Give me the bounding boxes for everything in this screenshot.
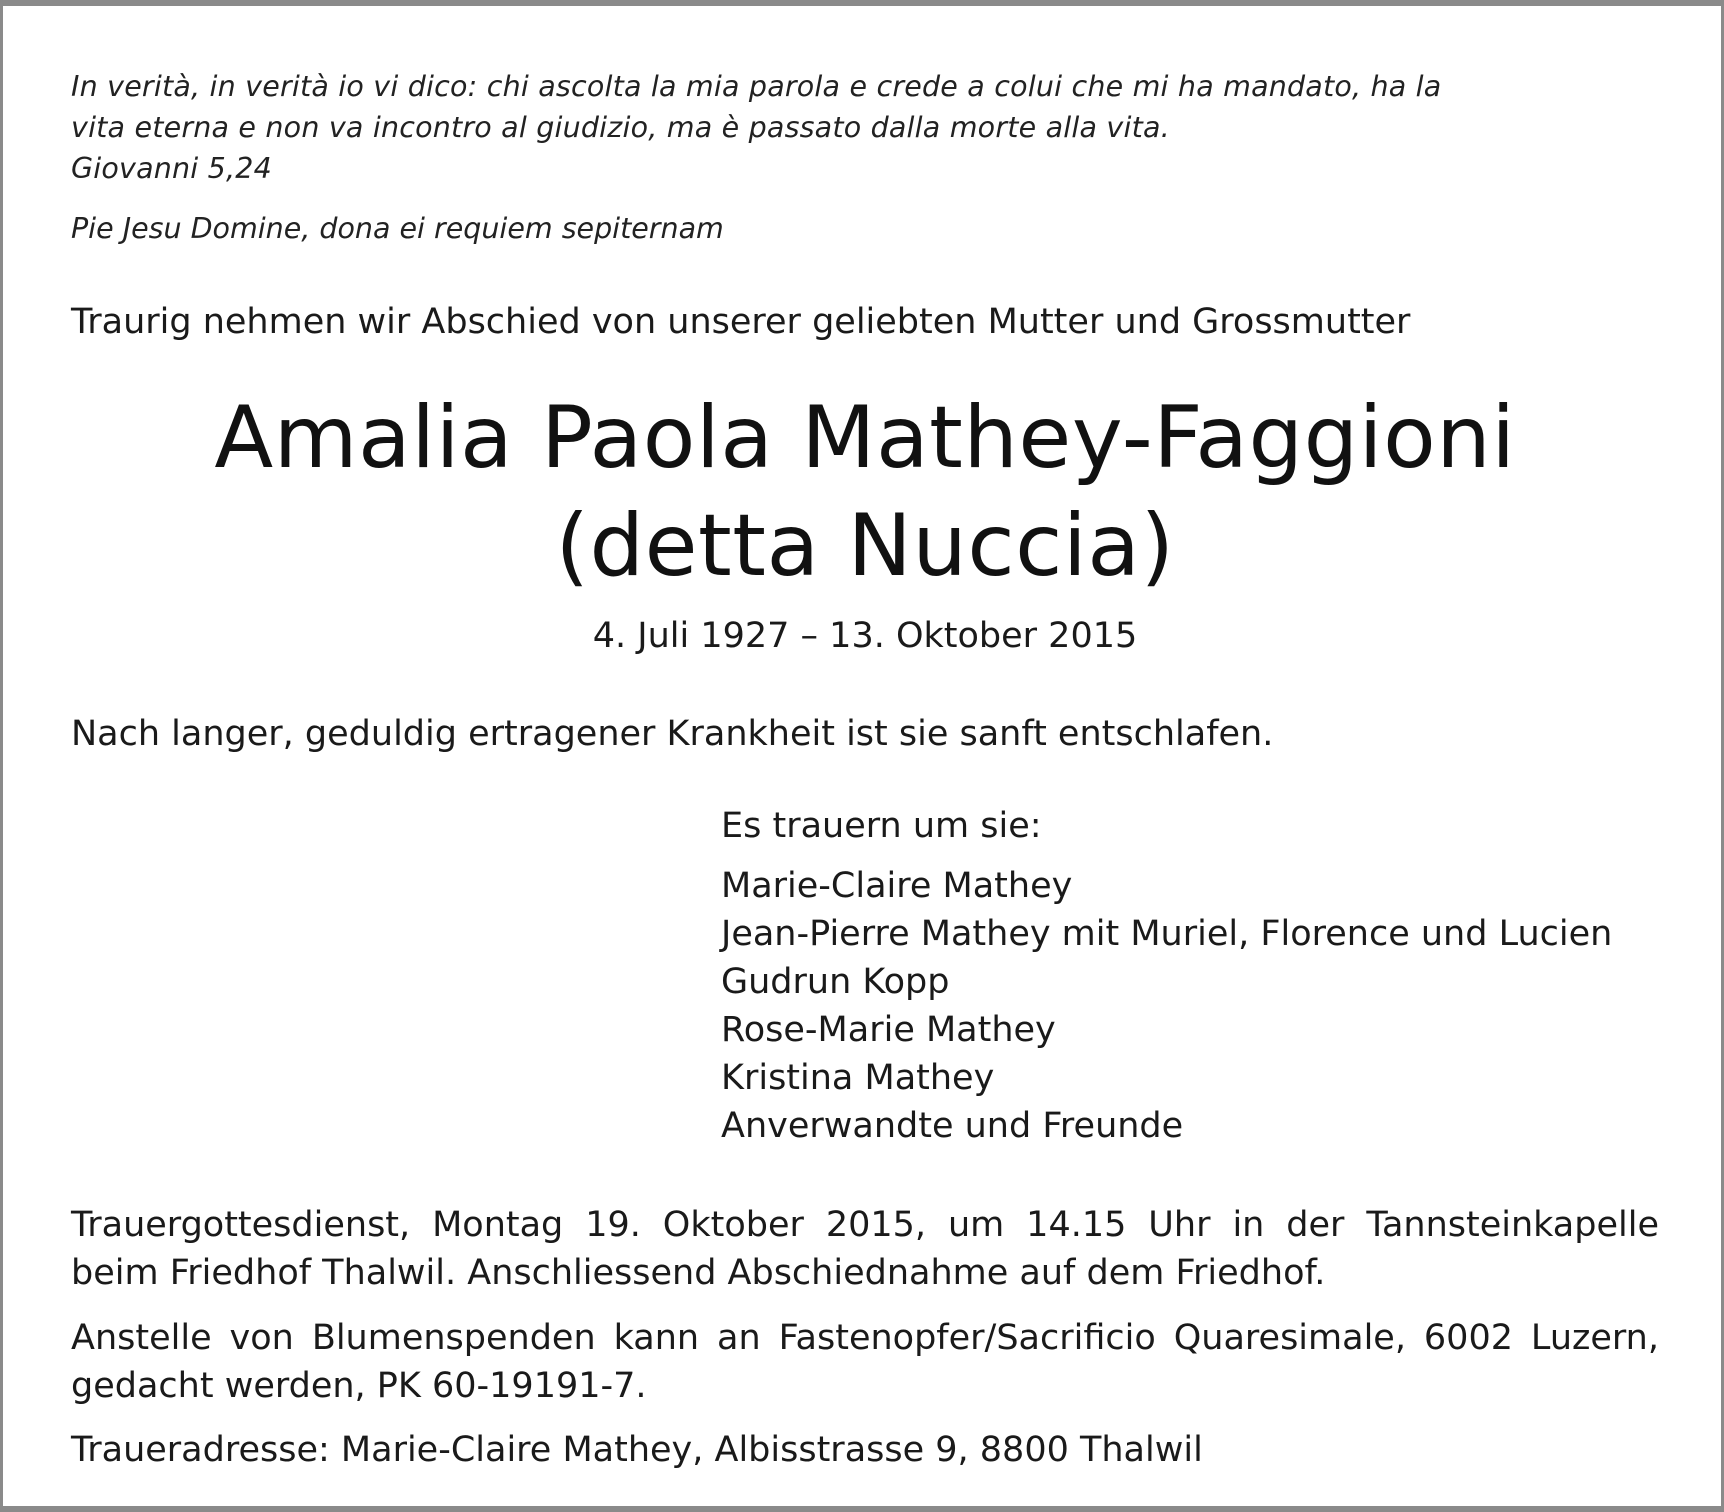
donation-info — [71, 1314, 1659, 1410]
bible-quote — [71, 66, 1441, 189]
mourner-name: Kristina Mathey — [721, 1058, 995, 1098]
funeral-service-info — [71, 1201, 1659, 1297]
mourner-name: Jean-Pierre Mathey mit Muriel, Florence und Lucien — [721, 914, 1613, 954]
service-line: Trauergottesdienst, Montag 19. Oktober 2015, um 14.15 Uhr in der Tannsteinkapelle — [71, 1205, 1659, 1245]
deceased-nickname: (detta Nuccia) — [555, 496, 1175, 596]
life-dates: 4. Juli 1927 – 13. Oktober 2015 — [592, 616, 1138, 656]
intro-text: Traurig nehmen wir Abschied von unserer geliebten Mutter und Grossmutter — [71, 302, 1411, 342]
mourner-name: Rose-Marie Mathey — [721, 1010, 1056, 1050]
deceased-name: Amalia Paola Mathey-Faggioni — [214, 388, 1516, 488]
quote-line: vita eterna e non va incontro al giudizio, ma è passato dalla morte alla vita. — [71, 111, 1170, 144]
mourner-name: Anverwandte und Freunde — [721, 1106, 1184, 1146]
passing-text: Nach langer, geduldig ertragener Krankheit ist sie sanft entschlafen. — [71, 714, 1274, 754]
mourning-address: Traueradresse: Marie-Claire Mathey, Albisstrasse 9, 8800 Thalwil — [71, 1430, 1203, 1470]
mourner-name: Gudrun Kopp — [721, 962, 950, 1002]
deceased-name-block — [3, 384, 1724, 600]
mourners-list — [721, 802, 1612, 1150]
quote-reference: Giovanni 5,24 — [71, 152, 272, 185]
prayer-line: Pie Jesu Domine, dona ei requiem sepiternam — [71, 212, 724, 245]
quote-line: In verità, in verità io vi dico: chi ascolta la mia parola e crede a colui che mi ha mandato, ha la — [71, 70, 1442, 103]
service-line: beim Friedhof Thalwil. Anschliessend Abschiednahme auf dem Friedhof. — [71, 1253, 1326, 1293]
mourner-name: Marie-Claire Mathey — [721, 866, 1073, 906]
mourners-title: Es trauern um sie: — [721, 806, 1042, 846]
donation-line: Anstelle von Blumenspenden kann an Fastenopfer/Sacrificio Quaresimale, 6002 Luzern, — [71, 1318, 1659, 1358]
donation-line: gedacht werden, PK 60-19191-7. — [71, 1366, 647, 1406]
